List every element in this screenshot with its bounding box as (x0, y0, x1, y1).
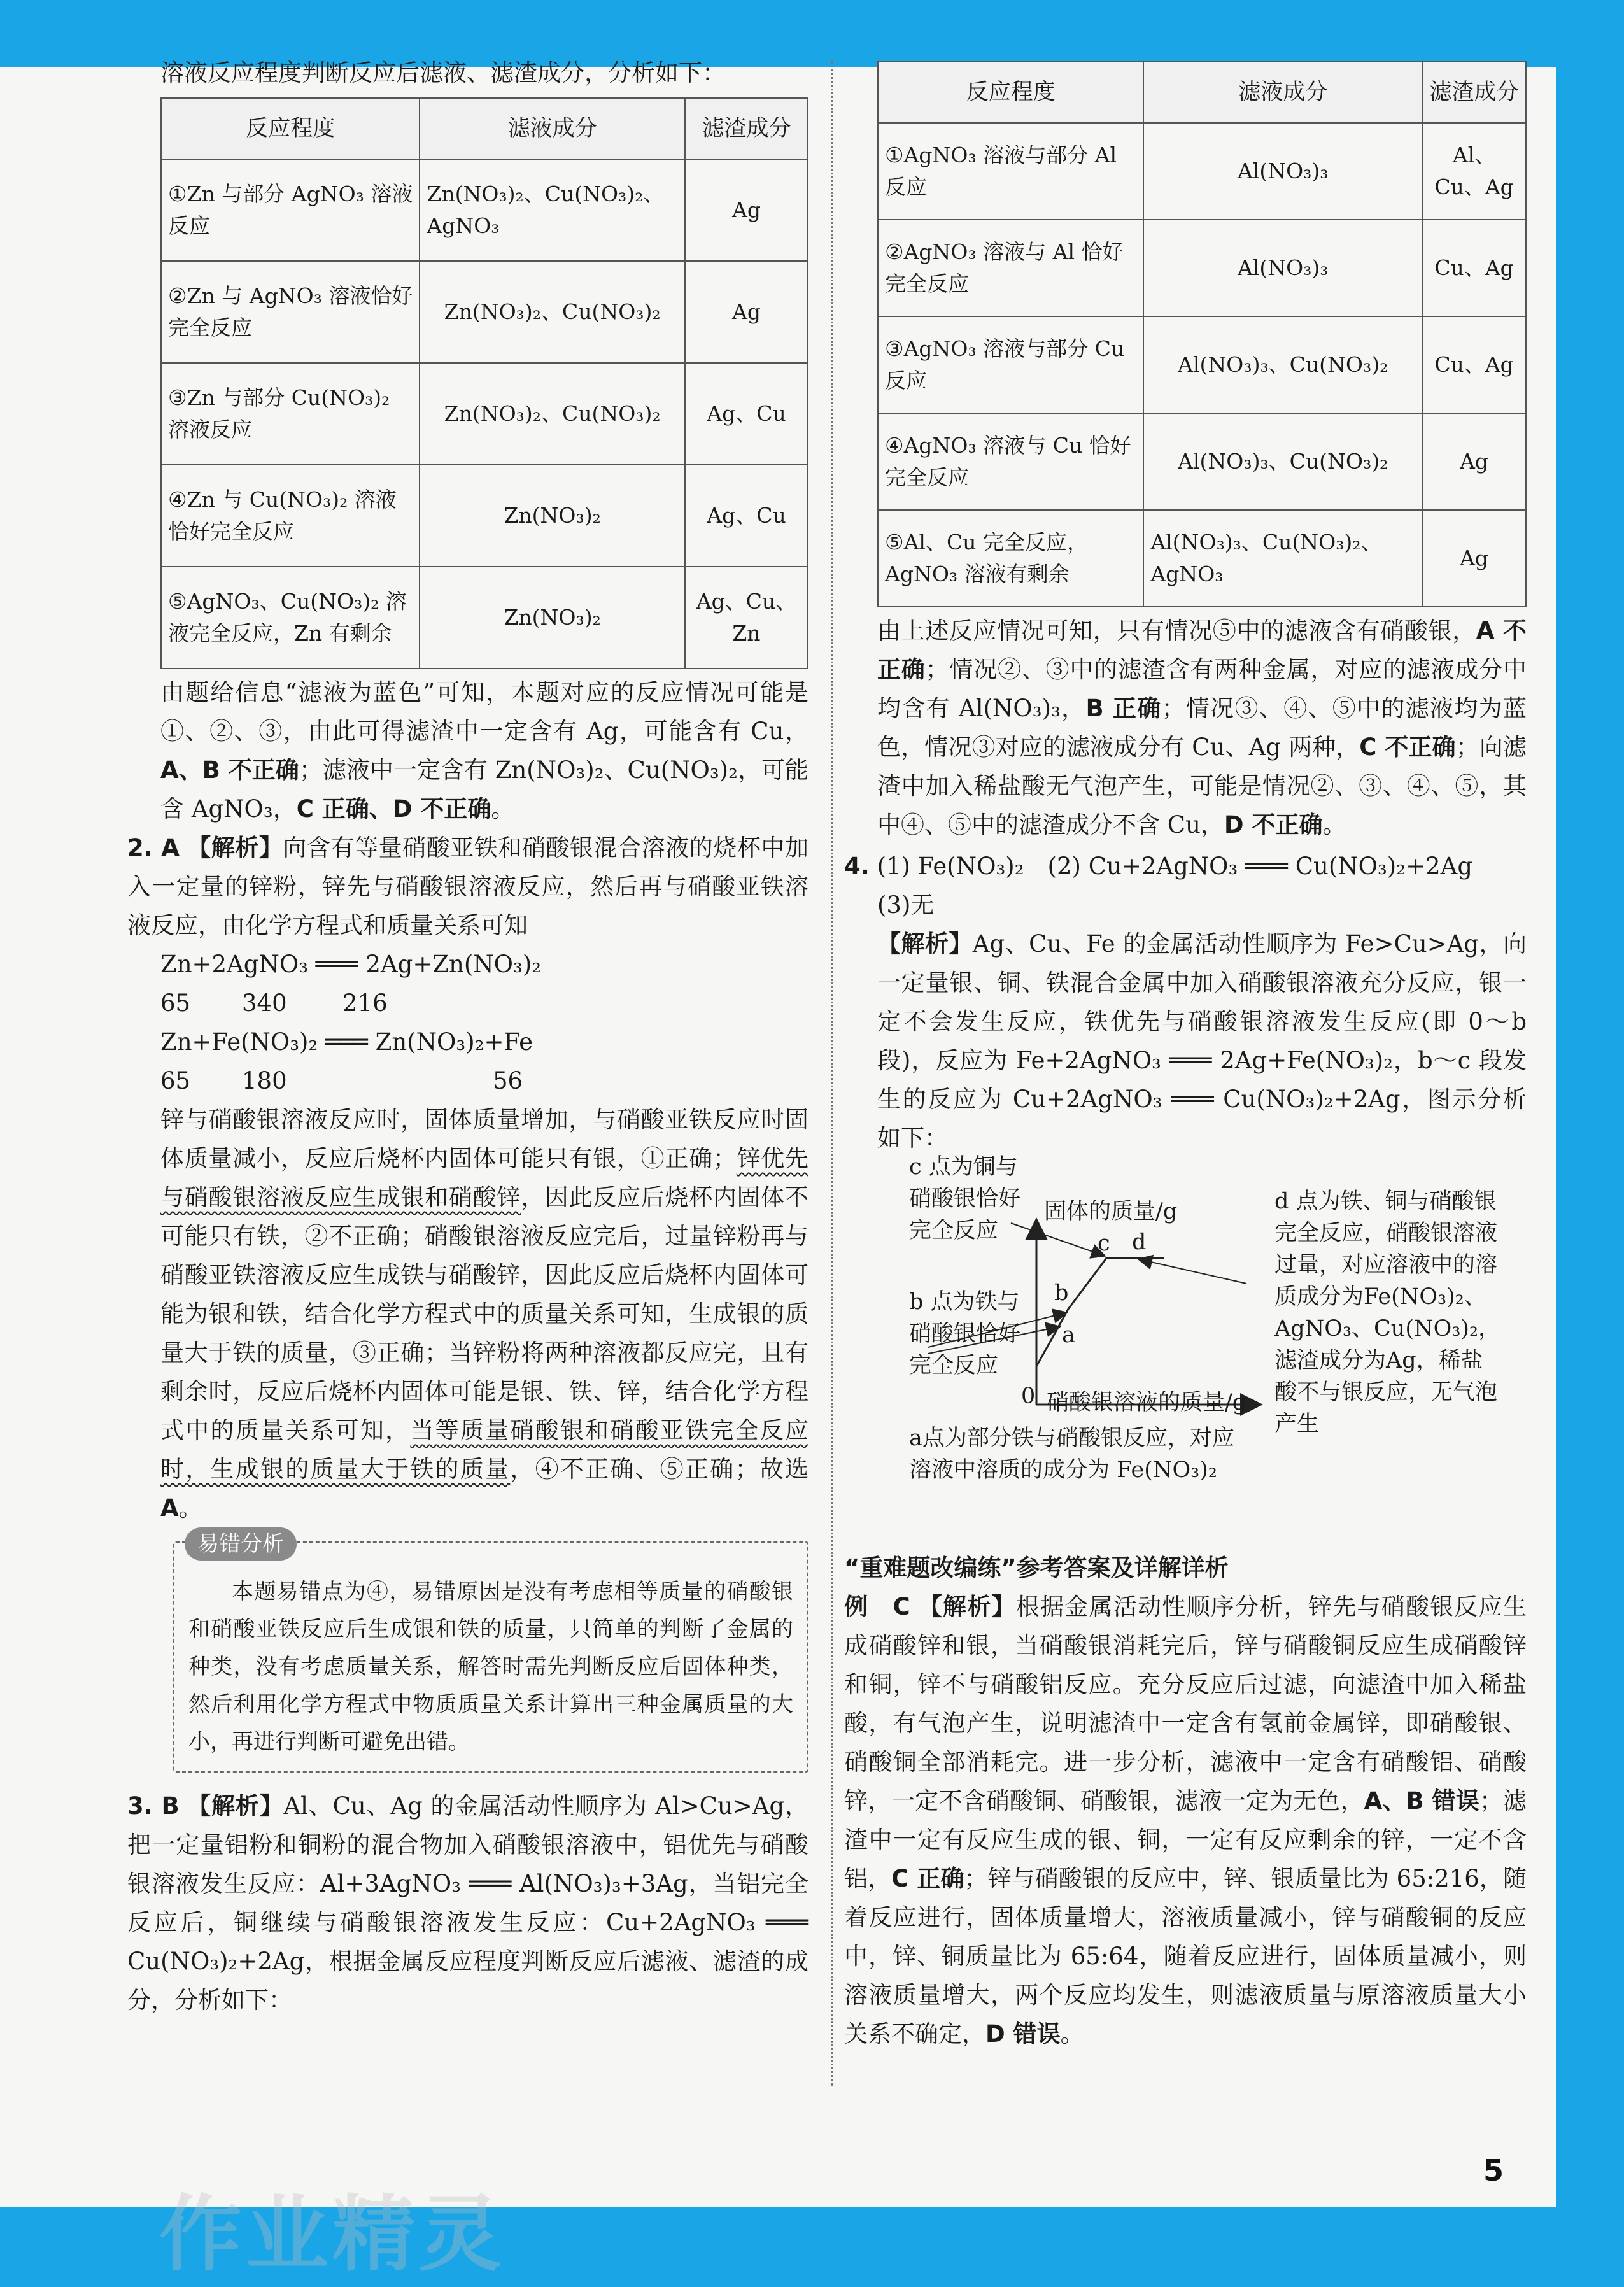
table-row (161, 159, 808, 261)
table-cell: ⑤Al、Cu 完全反应，AgNO₃ 溶液有剩余 (878, 510, 1143, 607)
table-cell: Al(NO₃)₃、Cu(NO₃)₂ (1143, 413, 1422, 510)
table-cell: Cu、Ag (1422, 220, 1526, 316)
analysis-tag: 【解析】 (877, 930, 973, 958)
page-number: 5 (1483, 2153, 1504, 2188)
section-title: “重难题改编练”参考答案及详解详析 (844, 1554, 1229, 1582)
point-c-label: c (1098, 1231, 1110, 1256)
table-cell: Cu、Ag (1422, 316, 1526, 413)
analysis-tag: 【解析】 (918, 1593, 1016, 1620)
point-a-label: a (1062, 1322, 1075, 1348)
table-cell: Ag、Cu (685, 363, 808, 465)
analysis-paragraph: 由题给信息“滤液为蓝色”可知，本题对应的反应情况可能是①、②、③，由此可得滤渣中一定含有 Ag，可能含有 Cu，A、B 不正确；滤液中一定含有 Zn(NO₃)₂、Cu(NO₃)₂，可能含 AgNO₃，C 正确、D 不正确。 (160, 679, 808, 823)
table-cell: Ag、Cu、Zn (685, 567, 808, 669)
question-4-answer-3: (3)无 (877, 891, 935, 919)
table-cell: ③Zn 与部分 Cu(NO₃)₂ 溶液反应 (161, 363, 420, 465)
mass-graph-diagram (877, 1154, 1527, 1545)
table-row (161, 465, 808, 567)
table-cell: ①Zn 与部分 AgNO₃ 溶液反应 (161, 159, 420, 261)
table-header: 反应程度 (161, 98, 420, 159)
question-3: 3. B 【解析】Al、Cu、Ag 的金属活动性顺序为 Al>Cu>Ag，把一定量铝粉和铜粉的混合物加入硝酸银溶液中，铝优先与硝酸银溶液发生反应：Al+3AgNO₃ ═══ Al(NO₃)₃+3Ag，当铝完全反应后，铜继续与硝酸银溶液发生反应：Cu+2AgNO₃ ═══ Cu(NO₃)₂+2Ag，根据金属反应程度判断反应后滤液、滤渣的成分，分析如下： (127, 1792, 808, 2014)
table-row (161, 261, 808, 363)
note-d: d 点为铁、铜与硝酸银完全反应，硝酸银溶液过量，对应溶液中的溶质成分为Fe(NO₃)₂、AgNO₃、Cu(NO₃)₂，滤渣成分为Ag，稀盐酸不与银反应，无气泡产生 (1274, 1189, 1501, 1437)
table-cell: Al(NO₃)₃ (1143, 220, 1422, 316)
note-c: c 点为铜与硝酸银恰好完全反应 (909, 1154, 1021, 1243)
left-column (127, 53, 809, 2020)
table-cell: Ag (685, 159, 808, 261)
table-row (878, 123, 1526, 220)
intro-text: 溶液反应程度判断反应后滤液、滤渣成分，分析如下： (160, 59, 726, 87)
table-header: 滤液成分 (1143, 62, 1422, 123)
mistake-badge: 易错分析 (185, 1527, 297, 1561)
question-4 (844, 847, 1527, 886)
question-2-analysis: 锌与硝酸银溶液反应时，固体质量增加，与硝酸亚铁反应时固体质量减小，反应后烧杯内固体可能只有银，①正确；锌优先与硝酸银溶液反应生成银和硝酸锌，因此反应后烧杯内固体不可能只有铁，②不正确；硝酸银溶液反应完后，过量锌粉再与硝酸亚铁溶液反应生成铁与硝酸锌，因此反应后烧杯内固体可能为银和铁，结合化学方程式中的质量关系可知，生成银的质量大于铁的质量，③正确；当锌粉将两种溶液都反应完，且有剩余时，反应后烧杯内固体可能是银、铁、锌，结合化学方程式中的质量关系可知，当等质量硝酸银和硝酸亚铁完全反应时，生成银的质量大于铁的质量，④不正确、⑤正确；故选 A。 (160, 1106, 809, 1522)
table-row (878, 220, 1526, 316)
question-2: 2. A 【解析】向含有等量硝酸亚铁和硝酸银混合溶液的烧杯中加入一定量的锌粉，锌先与硝酸银溶液反应，然后再与硝酸亚铁溶液反应，由化学方程式和质量关系可知 (127, 834, 809, 939)
analysis-tag: 【解析】 (187, 834, 283, 861)
point-b-label: b (1054, 1280, 1069, 1306)
table-cell: Al、Cu、Ag (1422, 123, 1526, 220)
table-cell: Ag、Cu (685, 465, 808, 567)
table-row (161, 363, 808, 465)
table-cell: Al(NO₃)₃ (1143, 123, 1422, 220)
table-al-reaction (877, 61, 1527, 607)
x-axis-label: 硝酸银溶液的质量/g (1047, 1390, 1247, 1415)
watermark: 作业精灵 (159, 2186, 506, 2283)
example-answer: 例 C 【解析】根据金属活动性顺序分析，锌先与硝酸银反应生成硝酸锌和银，当硝酸银消耗完后，锌与硝酸铜反应生成硝酸锌和铜，锌不与硝酸铝反应。充分反应后过滤，向滤渣中加入稀盐酸，有气泡产生，说明滤渣中一定含有氢前金属锌，即硝酸银、硝酸铜全部消耗完。进一步分析，滤液中一定含有硝酸铝、硝酸锌，一定不含硝酸铜、硝酸银，滤液一定为无色，A、B 错误；滤渣中一定有反应生成的银、铜，一定有反应剩余的锌，一定不含铝，C 正确；锌与硝酸银的反应中，锌、银质量比为 65:216，随着反应进行，固体质量增大，溶液质量减小，锌与硝酸铜的反应中，锌、铜质量比为 65:64，随着反应进行，固体质量减小，则溶液质量增大，两个反应均发生，则滤液质量与原溶液质量大小关系不确定，D 错误。 (844, 1593, 1527, 2048)
question-number: 2. A (127, 834, 180, 861)
question-number: 4. (844, 853, 870, 880)
table-cell: Ag (1422, 413, 1526, 510)
note-a: a点为部分铁与硝酸银反应，对应溶液中溶质的成分为 Fe(NO₃)₂ (909, 1426, 1234, 1483)
column-divider (831, 61, 833, 2086)
table-header: 滤渣成分 (1422, 62, 1526, 123)
table-cell: ①AgNO₃ 溶液与部分 Al 反应 (878, 123, 1143, 220)
table-row (878, 316, 1526, 413)
table-zn-reaction (160, 97, 808, 669)
right-column (844, 61, 1527, 2053)
mass-relation: 65 180 56 (160, 1067, 523, 1094)
table-cell: Ag (1422, 510, 1526, 607)
equation: Zn+2AgNO₃ ═══ 2Ag+Zn(NO₃)₂ (160, 951, 542, 978)
question-number: 3. B (127, 1792, 180, 1820)
mistake-analysis-box (173, 1531, 808, 1773)
point-d-label: d (1132, 1229, 1147, 1255)
table-cell: ⑤AgNO₃、Cu(NO₃)₂ 溶液完全反应，Zn 有剩余 (161, 567, 420, 669)
table-cell: ④AgNO₃ 溶液与 Cu 恰好完全反应 (878, 413, 1143, 510)
analysis-paragraph: 由上述反应情况可知，只有情况⑤中的滤液含有硝酸银，A 不正确；情况②、③中的滤渣含有两种金属，对应的滤液成分中均含有 Al(NO₃)₃，B 正确；情况③、④、⑤中的滤液均为蓝色，情况③对应的滤液成分有 Cu、Ag 两种，C 不正确；向滤渣中加入稀盐酸无气泡产生，可能是情况②、③、④、⑤，其中④、⑤中的滤渣成分不含 Cu，D 不正确。 (877, 617, 1527, 839)
equation: Zn+Fe(NO₃)₂ ═══ Zn(NO₃)₂+Fe (160, 1028, 533, 1056)
mass-curve (1036, 1258, 1164, 1366)
table-cell: Ag (685, 261, 808, 363)
table-cell: Zn(NO₃)₂ (420, 465, 685, 567)
table-cell: Zn(NO₃)₂、Cu(NO₃)₂、AgNO₃ (420, 159, 685, 261)
table-header: 滤液成分 (420, 98, 685, 159)
note-b: b 点为铁与硝酸银恰好完全反应 (909, 1289, 1021, 1378)
table-header: 反应程度 (878, 62, 1143, 123)
y-axis-label: 固体的质量/g (1044, 1199, 1178, 1224)
question-number: 例 C (844, 1593, 910, 1620)
mistake-text: 本题易错点为④，易错原因是没有考虑相等质量的硝酸银和硝酸亚铁反应后生成银和铁的质量，只简单的判断了金属的种类，没有考虑质量关系，解答时需先判断反应后固体种类，然后利用化学方程式中物质质量关系计算出三种金属质量的大小，再进行判断可避免出错。 (188, 1579, 793, 1755)
mass-relation: 65 340 216 (160, 989, 388, 1017)
table-cell: ②Zn 与 AgNO₃ 溶液恰好完全反应 (161, 261, 420, 363)
table-cell: ③AgNO₃ 溶液与部分 Cu 反应 (878, 316, 1143, 413)
table-cell: Al(NO₃)₃、Cu(NO₃)₂、AgNO₃ (1143, 510, 1422, 607)
table-row (878, 413, 1526, 510)
origin-label: 0 (1021, 1384, 1036, 1409)
table-header: 滤渣成分 (685, 98, 808, 159)
table-cell: Al(NO₃)₃、Cu(NO₃)₂ (1143, 316, 1422, 413)
question-4-analysis: 【解析】Ag、Cu、Fe 的金属活动性顺序为 Fe>Cu>Ag，向一定量银、铜、铁混合金属中加入硝酸银溶液充分反应，银一定不会发生反应，铁优先与硝酸银溶液发生反应(即 0～b 段)，反应为 Fe+2AgNO₃ ═══ 2Ag+Fe(NO₃)₂，b～c 段发生的反应为 Cu+2AgNO₃ ═══ Cu(NO₃)₂+2Ag，图示分析如下： (877, 930, 1527, 1152)
table-row (161, 567, 808, 669)
table-cell: Zn(NO₃)₂、Cu(NO₃)₂ (420, 261, 685, 363)
table-row (878, 510, 1526, 607)
table-cell: Zn(NO₃)₂、Cu(NO₃)₂ (420, 363, 685, 465)
table-cell: Zn(NO₃)₂ (420, 567, 685, 669)
table-cell: ④Zn 与 Cu(NO₃)₂ 溶液恰好完全反应 (161, 465, 420, 567)
analysis-tag: 【解析】 (187, 1792, 284, 1820)
pointer-d (1140, 1259, 1246, 1284)
table-cell: ②AgNO₃ 溶液与 Al 恰好完全反应 (878, 220, 1143, 316)
question-4-answers: (1) Fe(NO₃)₂ (2) Cu+2AgNO₃ ═══ Cu(NO₃)₂+2Ag (877, 853, 1473, 880)
